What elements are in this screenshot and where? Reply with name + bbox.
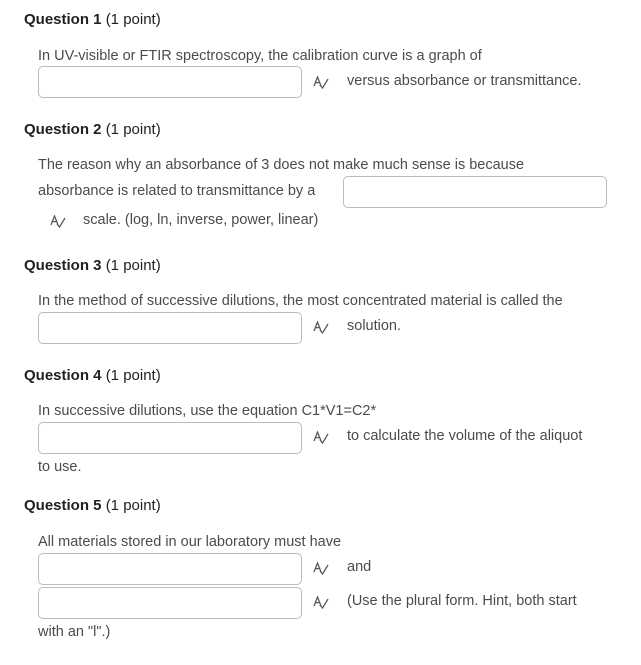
- question-5-text-after: (Use the plural form. Hint, both start: [347, 593, 577, 609]
- question-1-text: In UV-visible or FTIR spectroscopy, the calibration curve is a graph of: [38, 48, 482, 64]
- question-2-title: [24, 121, 161, 138]
- question-5-title: [24, 497, 161, 514]
- question-points: (1 point): [105, 121, 161, 138]
- question-3-answer-input[interactable]: [38, 312, 302, 344]
- spellcheck-icon[interactable]: [313, 321, 329, 335]
- question-5-text-tail: with an "l".): [38, 624, 111, 640]
- question-label: Question 5: [24, 497, 102, 514]
- question-5-answer-input-1[interactable]: [38, 553, 302, 585]
- question-5-text: All materials stored in our laboratory must have: [38, 534, 342, 550]
- spellcheck-icon[interactable]: [313, 76, 329, 90]
- question-3-title: [24, 257, 161, 274]
- question-label: Question 3: [24, 257, 102, 274]
- question-4-text: In successive dilutions, use the equation C1*V1=C2*: [38, 403, 377, 419]
- spellcheck-icon[interactable]: [313, 596, 329, 610]
- question-2-answer-input[interactable]: [343, 176, 607, 208]
- question-points: (1 point): [105, 367, 161, 384]
- question-2-text-line2: absorbance is related to transmittance by a: [38, 183, 316, 199]
- question-1-answer-input[interactable]: [38, 66, 302, 98]
- spellcheck-icon[interactable]: [50, 215, 66, 229]
- question-label: Question 1: [24, 11, 102, 28]
- spellcheck-icon[interactable]: [313, 431, 329, 445]
- question-4-text-tail: to use.: [38, 459, 82, 475]
- question-4-title: [24, 367, 161, 384]
- question-2-text-after: scale. (log, ln, inverse, power, linear): [83, 212, 319, 228]
- spellcheck-icon[interactable]: [313, 562, 329, 576]
- question-points: (1 point): [105, 11, 161, 28]
- question-4-answer-input[interactable]: [38, 422, 302, 454]
- question-2-text-line1: The reason why an absorbance of 3 does not make much sense is because: [38, 157, 525, 173]
- question-3-text: In the method of successive dilutions, the most concentrated material is called the: [38, 293, 563, 309]
- question-label: Question 4: [24, 367, 102, 384]
- question-5-text-mid: and: [347, 559, 372, 575]
- question-5-answer-input-2[interactable]: [38, 587, 302, 619]
- question-1-text-after: versus absorbance or transmittance.: [347, 73, 582, 89]
- question-3-text-after: solution.: [347, 318, 402, 334]
- question-1-title: [24, 11, 161, 28]
- question-4-text-after: to calculate the volume of the aliquot: [347, 428, 583, 444]
- question-points: (1 point): [105, 257, 161, 274]
- question-points: (1 point): [105, 497, 161, 514]
- question-label: Question 2: [24, 121, 102, 138]
